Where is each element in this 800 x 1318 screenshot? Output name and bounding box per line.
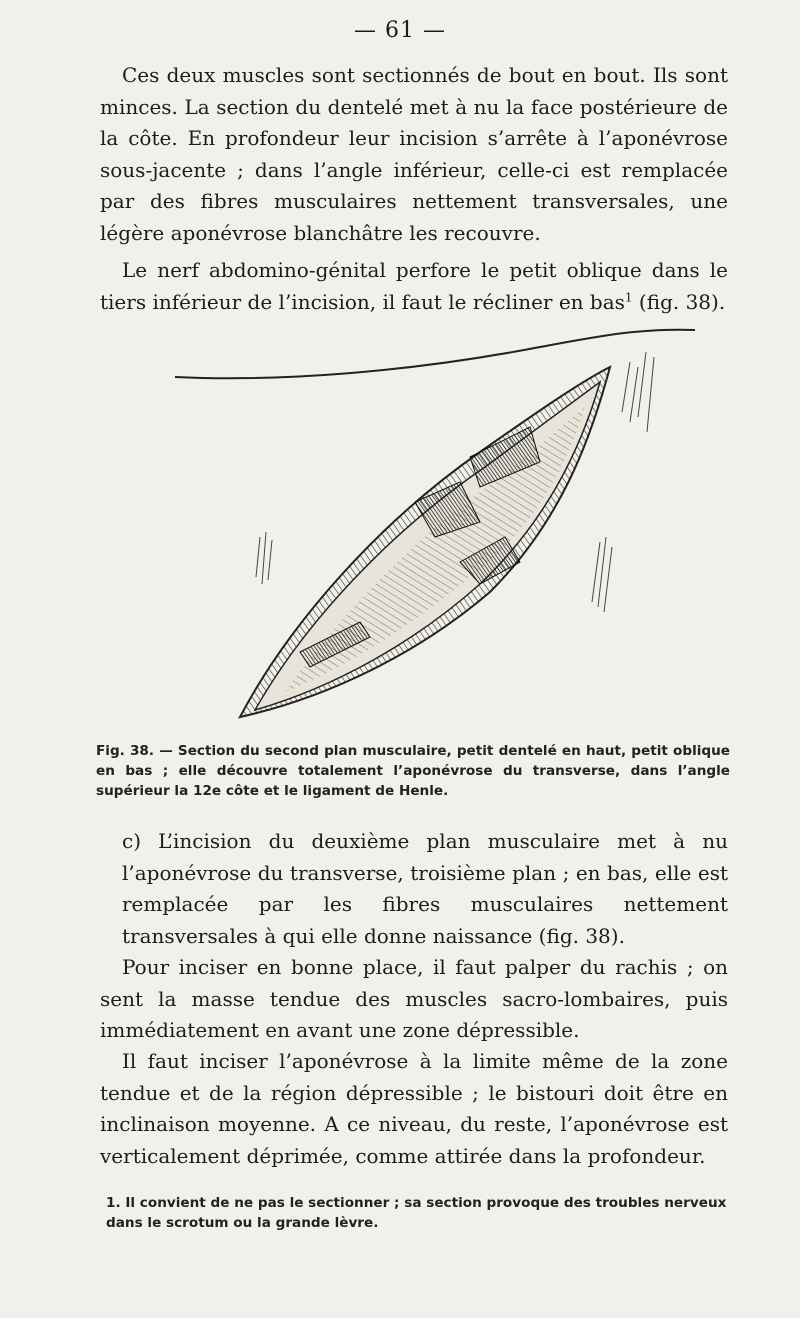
figure-38-illustration bbox=[160, 322, 700, 732]
footnote-reference: 1 bbox=[624, 289, 633, 304]
footnote: 1. Il convient de ne pas le sectionner ; sa section provoque des troubles nerveux dans le scrotum ou la grande lèvre. bbox=[106, 1195, 727, 1231]
side-shading-left bbox=[256, 532, 272, 584]
paragraph-abdomino-genital-nerve bbox=[100, 255, 728, 318]
figure-reference: (fig. 38). bbox=[632, 289, 726, 314]
page-number: — 61 — bbox=[354, 18, 446, 43]
paragraph-aponeurosis-incision: Il faut inciser l’aponévrose à la limite même de la zone tendue et de la région dépressible ; le bistouri doit être en inclinaison moyenne. A ce niveau, du reste, l’aponévrose est verticalement déprimée, comme attirée dans la profondeur. bbox=[100, 1049, 728, 1168]
figure-caption bbox=[96, 741, 730, 801]
skin-contour-line bbox=[175, 330, 695, 379]
figure-caption-text: — Section du second plan musculaire, petit dentelé en haut, petit oblique en bas ; elle découvre totalement l’aponévrose du transverse, dans l’angle supérieur la 12e côte et le ligament de Henle. bbox=[96, 743, 731, 799]
paragraph-incision-second-plane: c) L’incision du deuxième plan musculaire met à nu l’aponévrose du transverse, troisième plan ; en bas, elle est remplacée par les fibres musculaires nettement transversales à qui elle donne naissance (fig. 38). bbox=[122, 829, 728, 948]
paragraph-muscles-sectioned: Ces deux muscles sont sectionnés de bout en bout. Ils sont minces. La section du dentelé met à nu la face postérieure de la côte. En profondeur leur incision s’arrête à l’aponévrose sous-jacente ; dans l’angle inférieur, celle-ci est remplacée par des fibres musculaires nettement transversales, une légère aponévrose blanchâtre les recouvre. bbox=[100, 63, 728, 245]
paragraph-nerve-text: Le nerf abdomino-génital perfore le petit oblique dans le tiers inférieur de l’incision, il faut le récliner en bas bbox=[100, 258, 728, 314]
paragraph-palpation: Pour inciser en bonne place, il faut palper du rachis ; on sent la masse tendue des muscles sacro-lombaires, puis immédiatement en avant une zone dépressible. bbox=[100, 955, 728, 1042]
figure-label: Fig. 38. bbox=[96, 743, 155, 759]
